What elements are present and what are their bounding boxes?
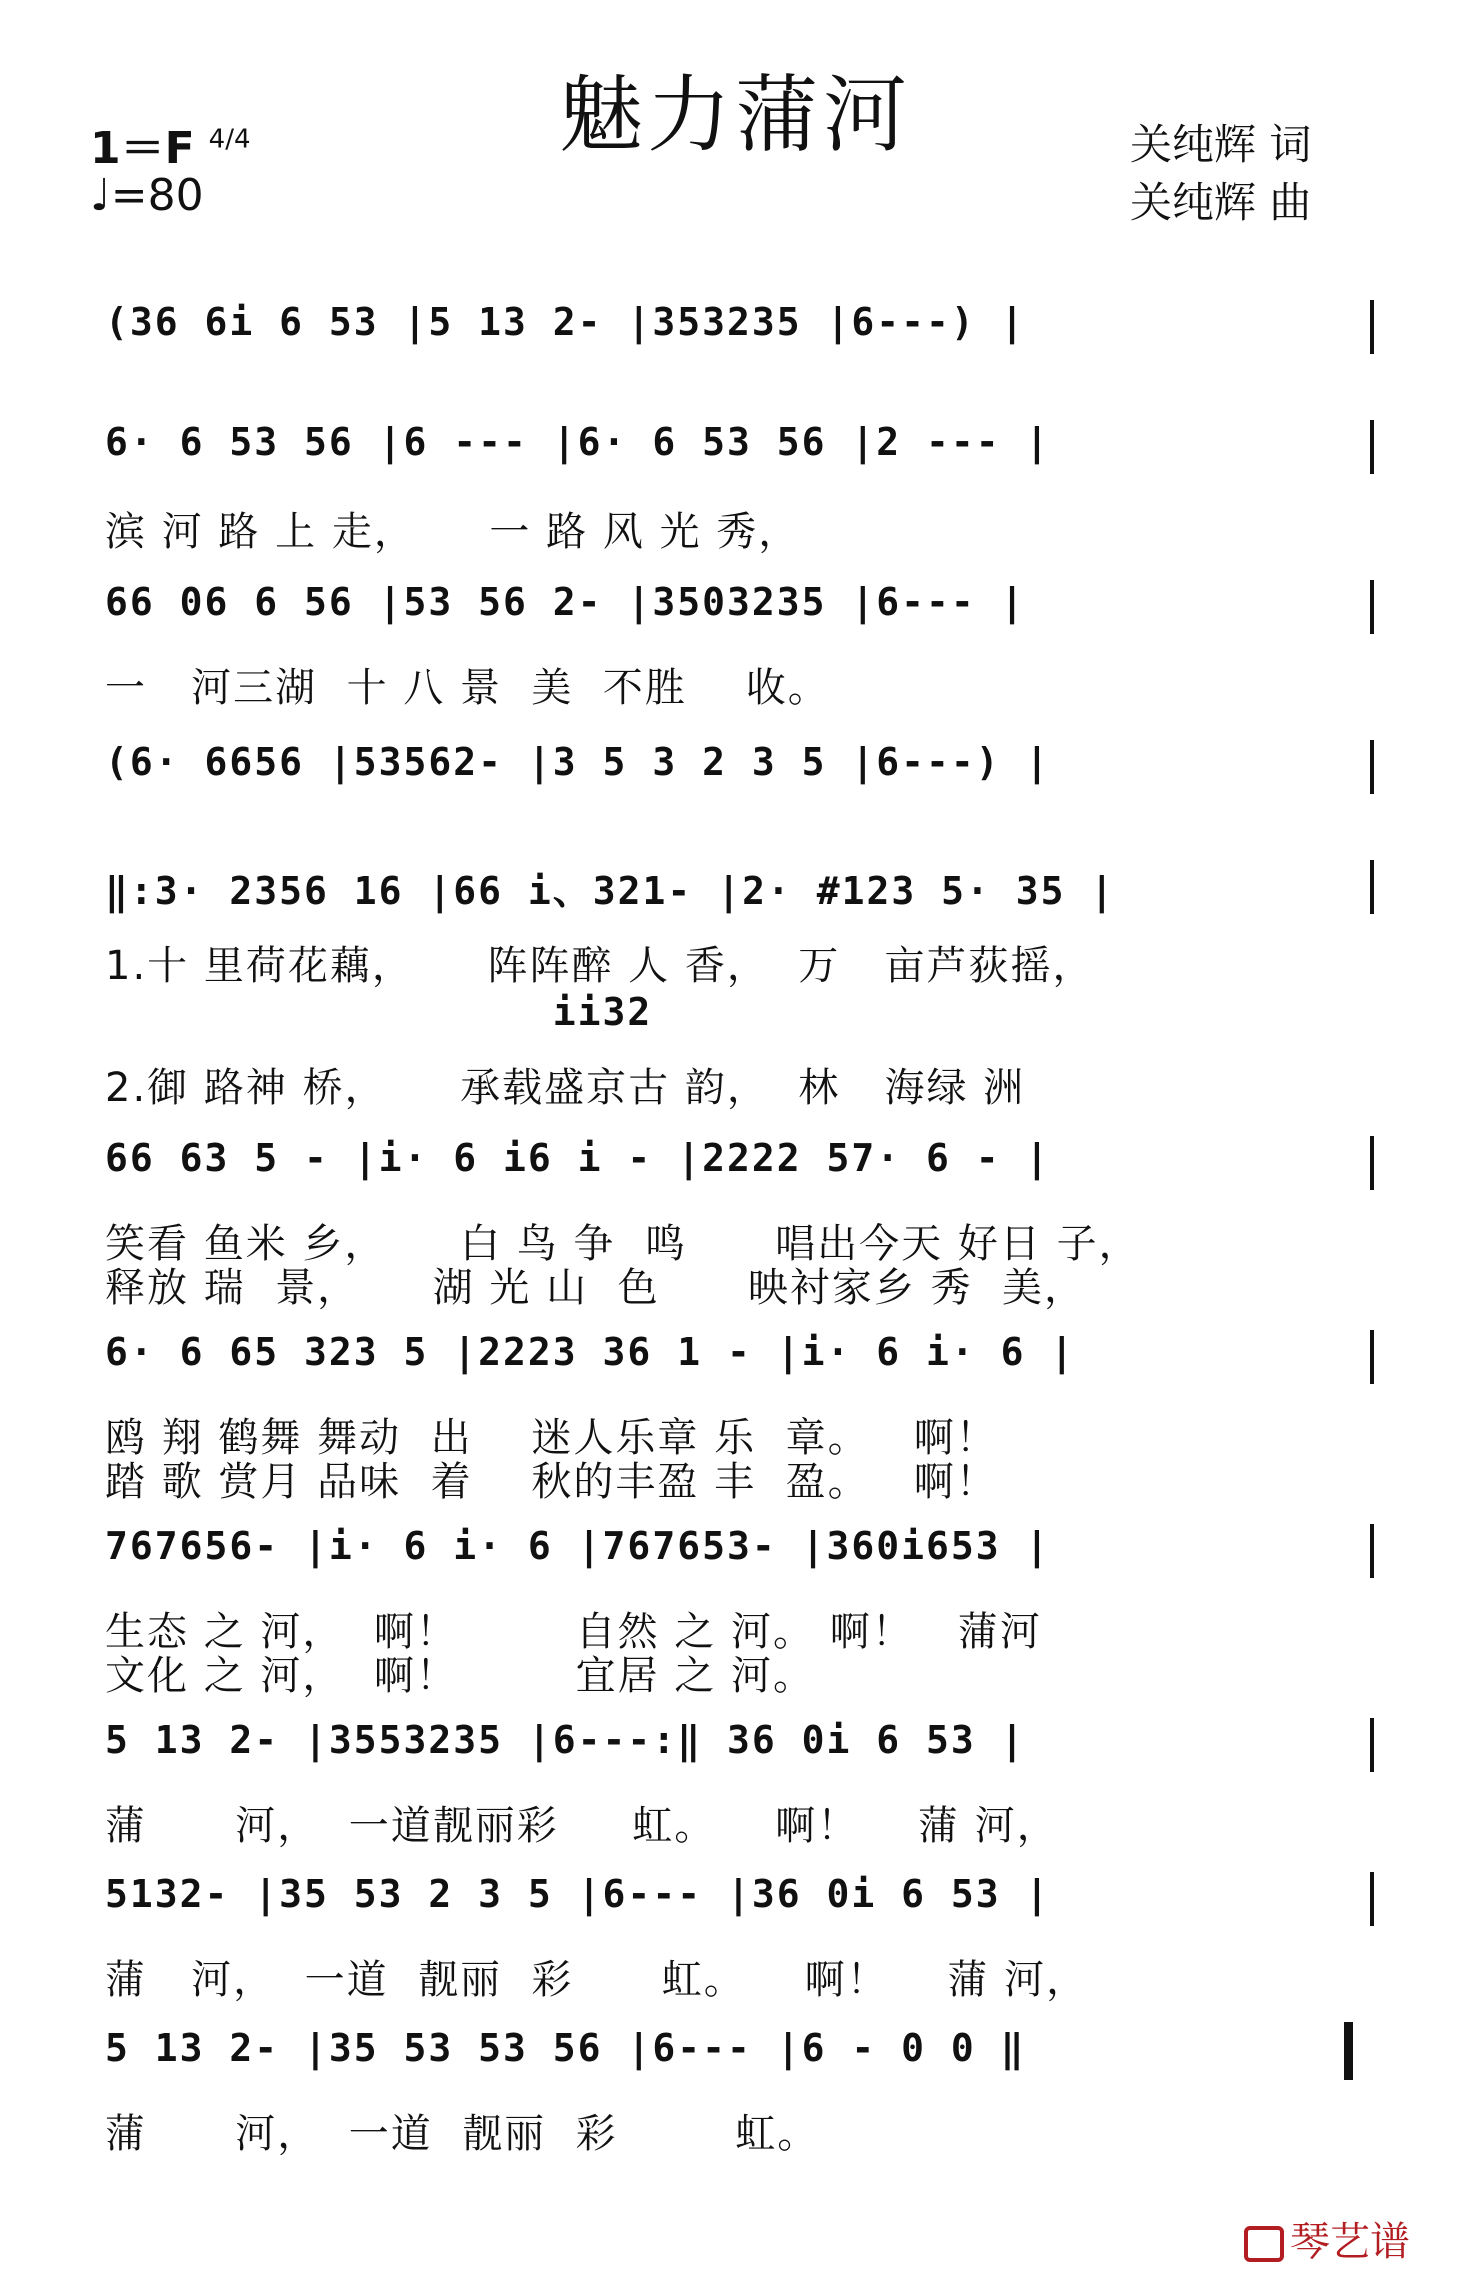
notation-line: 5 13 2- |35 53 53 56 |6--- |6 - 0 0 ‖ (105, 2026, 1026, 2070)
barline (1370, 1136, 1374, 1190)
lyric-line: 笑看 鱼米 乡， 白 鸟 争 鸣 唱出今天 好日 子， (105, 1221, 1141, 1267)
notation-line: 5 13 2- |3553235 |6---:‖ 36 0i 6 53 | (105, 1718, 1026, 1762)
lyric-line: 蒲 河， 一道 靓丽 彩 虹。 啊！ 蒲 河， (105, 1957, 1089, 2003)
notation-line: ii32 (105, 990, 653, 1034)
barline (1370, 860, 1374, 914)
score-row (105, 740, 1370, 820)
final-barline (1344, 2022, 1353, 2080)
barline (1370, 1330, 1374, 1384)
score-row (105, 1524, 1370, 1604)
lyric-line: 生态 之 河， 啊！ 自然 之 河。 啊！ 蒲河 (105, 1609, 1042, 1655)
score-row (105, 300, 1370, 380)
score-row (105, 420, 1370, 500)
page-title: 魅力蒲河 (558, 66, 911, 164)
key-text: 1＝F (90, 123, 195, 174)
score-row (105, 1330, 1370, 1410)
notation-line: 66 63 5 - |i· 6 i6 i - |2222 57· 6 - | (105, 1136, 1051, 1180)
tempo (90, 170, 204, 221)
notation-line: (36 6i 6 53 |5 13 2- |353235 |6---) | (105, 300, 1026, 344)
barline (1370, 740, 1374, 794)
notation-line: 767656- |i· 6 i· 6 |767653- |360i653 | (105, 1524, 1051, 1568)
barline (1370, 1718, 1374, 1772)
notation-line: (6· 6656 |53562- |3 5 3 2 3 5 |6---) | (105, 740, 1051, 784)
barline (1370, 300, 1374, 354)
lyric-line: 鸥 翔 鹤舞 舞动 出 迷人乐章 乐 章。 啊！ (105, 1415, 998, 1461)
notation-line: 5132- |35 53 2 3 5 |6--- |36 0i 6 53 | (105, 1872, 1051, 1916)
lyric-line: 滨 河 路 上 走， 一 路 风 光 秀， (105, 509, 801, 555)
barline (1370, 1524, 1374, 1578)
lyric-line: 蒲 河， 一道靓丽彩 虹。 啊！ 蒲 河， (105, 1803, 1059, 1849)
notation-line: 66 06 6 56 |53 56 2- |3503235 |6--- | (105, 580, 1026, 624)
lyric-line: 蒲 河， 一道 靓丽 彩 虹。 (105, 2111, 820, 2157)
lyric-line: 踏 歌 赏月 品味 着 秋的丰盈 丰 盈。 啊！ (105, 1459, 998, 1505)
score-row (105, 1718, 1370, 1798)
lyric-line: 释放 瑞 景， 湖 光 山 色 映衬家乡 秀 美， (105, 1265, 1087, 1311)
lyric-line: 2.御 路神 桥， 承载盛京古 韵， 林 海绿 洲 (105, 1065, 1026, 1111)
notation-line: 6· 6 65 323 5 |2223 36 1 - |i· 6 i· 6 | (105, 1330, 1076, 1374)
score-row (105, 580, 1370, 660)
notation-line: ‖:3· 2356 16 |66 i、321- |2· #123 5· 35 | (105, 869, 1116, 913)
watermark (1244, 2210, 1410, 2267)
lyric-line: 一 河三湖 十 八 景 美 不胜 收。 (105, 665, 830, 711)
barline (1370, 420, 1374, 474)
barline (1370, 580, 1374, 634)
key-signature (90, 112, 251, 176)
time-signature: 4/4 (208, 124, 251, 155)
lyric-line: 文化 之 河， 啊！ 宜居 之 河。 (105, 1653, 816, 1699)
watermark-text: 琴艺谱 (1290, 2219, 1410, 2265)
quarter-note-icon: ♩ (90, 170, 111, 221)
lyricist: 关纯辉 词 (1130, 120, 1312, 169)
score-row (105, 860, 1370, 940)
composer: 关纯辉 曲 (1130, 178, 1312, 227)
lyric-line: 1.十 里荷花藕， 阵阵醉 人 香， 万 亩芦荻摇， (105, 943, 1095, 989)
score-row (105, 1136, 1370, 1216)
score-row (105, 1872, 1370, 1952)
score-row (105, 2026, 1370, 2106)
barline (1370, 1872, 1374, 1926)
logo-icon (1244, 2226, 1284, 2262)
tempo-text: =80 (110, 170, 204, 221)
notation-line: 6· 6 53 56 |6 --- |6· 6 53 56 |2 --- | (105, 420, 1051, 464)
